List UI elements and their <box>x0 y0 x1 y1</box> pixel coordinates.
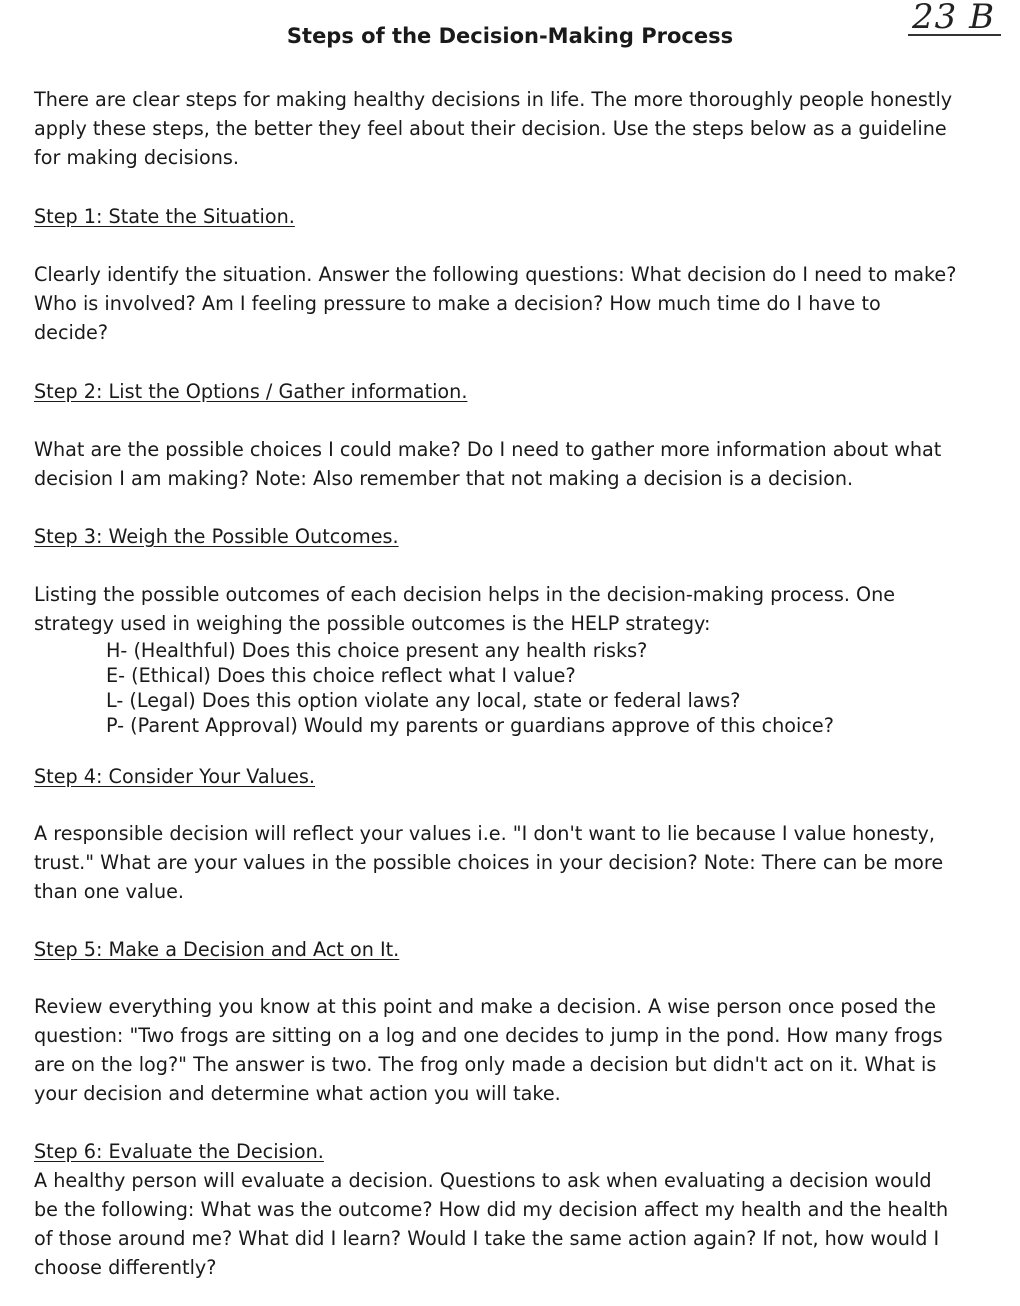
help-item-healthful: H- (Healthful) Does this choice present any health risks? <box>106 639 648 662</box>
body-line: are on the log?" The answer is two. The frog only made a decision but didn't act on it. What is <box>34 1053 937 1076</box>
body-line: than one value. <box>34 880 185 903</box>
body-line: trust." What are your values in the possible choices in your decision? Note: There can be more <box>34 851 944 874</box>
body-line: Who is involved? Am I feeling pressure to make a decision? How much time do I have to <box>34 292 881 315</box>
body-line: your decision and determine what action you will take. <box>34 1082 561 1105</box>
help-item-legal: L- (Legal) Does this option violate any local, state or federal laws? <box>106 689 741 712</box>
step-2-body <box>34 435 994 493</box>
body-line: Listing the possible outcomes of each decision helps in the decision-making process. One <box>34 583 896 606</box>
body-line: decision I am making? Note: Also remember that not making a decision is a decision. <box>34 467 854 490</box>
help-strategy-list <box>106 638 834 738</box>
step-3-heading: Step 3: Weigh the Possible Outcomes. <box>34 525 399 548</box>
intro-line: apply these steps, the better they feel about their decision. Use the steps below as a guideline <box>34 117 947 140</box>
body-line: question: "Two frogs are sitting on a log and one decides to jump in the pond. How many frogs <box>34 1024 943 1047</box>
help-item-parent-approval: P- (Parent Approval) Would my parents or guardians approve of this choice? <box>106 714 834 737</box>
step-4-body <box>34 819 994 906</box>
document-title: Steps of the Decision-Making Process <box>286 24 734 48</box>
intro-line: There are clear steps for making healthy decisions in life. The more thoroughly people honestly <box>34 88 953 111</box>
body-line: choose differently? <box>34 1256 217 1279</box>
step-1-body <box>34 260 994 347</box>
intro-paragraph <box>34 85 994 172</box>
handwritten-page-number: 23 B <box>908 0 1001 36</box>
step-5-body <box>34 992 994 1108</box>
body-line: be the following: What was the outcome? How did my decision affect my health and the health <box>34 1198 949 1221</box>
body-line: Review everything you know at this point and make a decision. A wise person once posed the <box>34 995 936 1018</box>
step-1-heading: Step 1: State the Situation. <box>34 205 295 228</box>
step-4-heading: Step 4: Consider Your Values. <box>34 765 315 788</box>
body-line: A healthy person will evaluate a decision. Questions to ask when evaluating a decision would <box>34 1169 932 1192</box>
step-3-body <box>34 580 994 638</box>
step-6-heading: Step 6: Evaluate the Decision. <box>34 1140 324 1163</box>
step-5-heading: Step 5: Make a Decision and Act on It. <box>34 938 400 961</box>
body-line: decide? <box>34 321 109 344</box>
step-6-body <box>34 1166 994 1282</box>
step-2-heading: Step 2: List the Options / Gather information. <box>34 380 468 403</box>
body-line: A responsible decision will reflect your values i.e. "I don't want to lie because I value honesty, <box>34 822 935 845</box>
body-line: of those around me? What did I learn? Would I take the same action again? If not, how would I <box>34 1227 940 1250</box>
intro-line: for making decisions. <box>34 146 240 169</box>
body-line: strategy used in weighing the possible outcomes is the HELP strategy: <box>34 612 711 635</box>
body-line: Clearly identify the situation. Answer the following questions: What decision do I need to make? <box>34 263 957 286</box>
help-item-ethical: E- (Ethical) Does this choice reflect what I value? <box>106 664 576 687</box>
body-line: What are the possible choices I could make? Do I need to gather more information about what <box>34 438 942 461</box>
